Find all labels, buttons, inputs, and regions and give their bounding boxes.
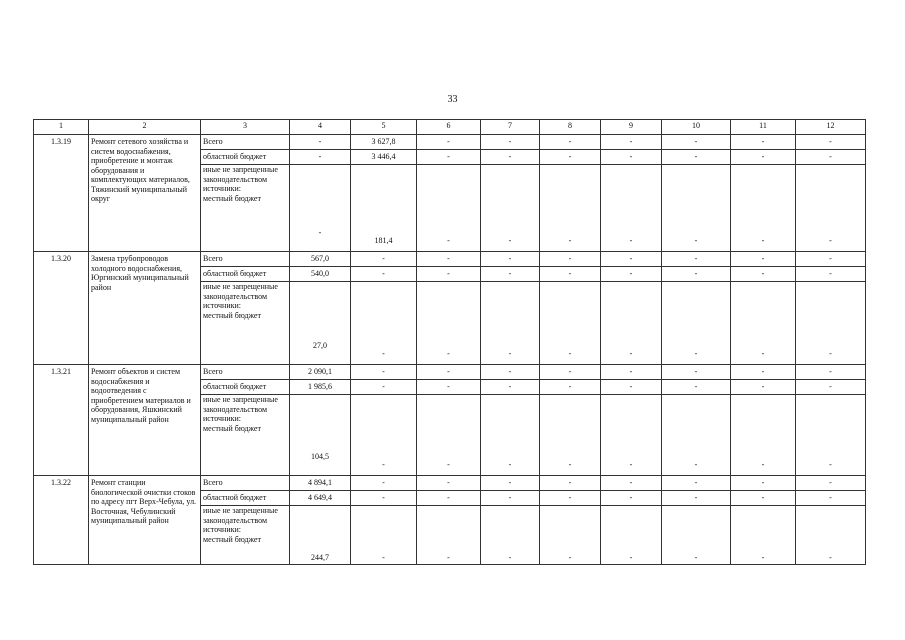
amount-cell: - bbox=[662, 491, 731, 506]
amount-cell: 3 446,4 bbox=[351, 150, 417, 165]
amount-cell: - bbox=[662, 135, 731, 150]
amount-cell: - bbox=[351, 365, 417, 380]
amount-cell: 181,4 bbox=[351, 165, 417, 252]
amount-cell: - bbox=[417, 395, 481, 476]
amount-cell: - bbox=[601, 491, 662, 506]
item-number: 1.3.19 bbox=[34, 135, 89, 252]
header-cell: 1 bbox=[34, 120, 89, 135]
item-name: Ремонт станции биологической очистки стоков по адресу пгт Верх-Чебула, ул. Восточная, Чебулинский муниципальный район bbox=[89, 476, 201, 565]
amount-cell: - bbox=[417, 150, 481, 165]
header-cell: 2 bbox=[89, 120, 201, 135]
amount-cell: - bbox=[481, 491, 540, 506]
amount-cell: - bbox=[540, 135, 601, 150]
amount-cell: - bbox=[540, 491, 601, 506]
amount-cell: - bbox=[290, 165, 351, 252]
amount-cell: - bbox=[601, 395, 662, 476]
funding-source: Всего bbox=[201, 476, 290, 491]
amount-cell: - bbox=[662, 380, 731, 395]
amount-cell: - bbox=[540, 476, 601, 491]
amount-cell: - bbox=[601, 506, 662, 565]
amount-cell: - bbox=[662, 395, 731, 476]
amount-cell: - bbox=[796, 135, 866, 150]
amount-cell: - bbox=[481, 365, 540, 380]
budget-table bbox=[33, 119, 866, 565]
header-cell: 12 bbox=[796, 120, 866, 135]
item-number: 1.3.20 bbox=[34, 252, 89, 365]
amount-cell: - bbox=[731, 476, 796, 491]
amount-cell: - bbox=[662, 476, 731, 491]
amount-cell: - bbox=[540, 395, 601, 476]
header-cell: 7 bbox=[481, 120, 540, 135]
item-name: Замена трубопроводов холодного водоснабжения, Юргинский муниципальный район bbox=[89, 252, 201, 365]
amount-cell: - bbox=[481, 506, 540, 565]
amount-cell: 2 090,1 bbox=[290, 365, 351, 380]
amount-cell: - bbox=[417, 365, 481, 380]
funding-source-other: иные не запрещенные законодательством источники: bbox=[203, 395, 278, 423]
amount-cell: - bbox=[481, 267, 540, 282]
amount-cell: - bbox=[540, 365, 601, 380]
amount-cell: - bbox=[601, 252, 662, 267]
amount-cell: - bbox=[731, 282, 796, 365]
amount-cell: - bbox=[796, 476, 866, 491]
item-number: 1.3.22 bbox=[34, 476, 89, 565]
funding-source bbox=[201, 395, 290, 476]
funding-source: областной бюджет bbox=[201, 150, 290, 165]
amount-cell: - bbox=[662, 150, 731, 165]
amount-cell: 4 649,4 bbox=[290, 491, 351, 506]
header-cell: 4 bbox=[290, 120, 351, 135]
table-row-total bbox=[34, 476, 866, 491]
amount-cell: 244,7 bbox=[290, 506, 351, 565]
funding-source-label: местный бюджет bbox=[203, 310, 261, 320]
header-cell: 9 bbox=[601, 120, 662, 135]
funding-source-label: местный бюджет bbox=[203, 534, 261, 544]
header-cell: 10 bbox=[662, 120, 731, 135]
amount-cell: - bbox=[417, 165, 481, 252]
amount-cell: - bbox=[731, 395, 796, 476]
funding-source-other: иные не запрещенные законодательством источники: bbox=[203, 165, 278, 193]
amount-cell: - bbox=[481, 476, 540, 491]
amount-cell: - bbox=[601, 267, 662, 282]
funding-source bbox=[201, 506, 290, 565]
amount-cell: - bbox=[481, 165, 540, 252]
amount-cell: - bbox=[796, 491, 866, 506]
amount-cell: - bbox=[417, 135, 481, 150]
amount-cell: - bbox=[417, 491, 481, 506]
amount-cell: - bbox=[481, 282, 540, 365]
table-row-total bbox=[34, 135, 866, 150]
funding-source-label: местный бюджет bbox=[203, 193, 261, 203]
header-cell: 6 bbox=[417, 120, 481, 135]
amount-cell: - bbox=[481, 252, 540, 267]
funding-source bbox=[201, 165, 290, 252]
amount-cell: - bbox=[796, 165, 866, 252]
amount-cell: - bbox=[351, 267, 417, 282]
funding-source: Всего bbox=[201, 252, 290, 267]
amount-cell: - bbox=[796, 395, 866, 476]
amount-cell: - bbox=[417, 267, 481, 282]
amount-cell: - bbox=[290, 150, 351, 165]
amount-cell: - bbox=[731, 252, 796, 267]
amount-cell: - bbox=[540, 506, 601, 565]
amount-cell: - bbox=[540, 380, 601, 395]
amount-cell: - bbox=[662, 252, 731, 267]
item-name: Ремонт сетевого хозяйства и систем водоснабжения, приобретение и монтаж оборудования и комплектующих материалов, Тяжинский муниципальный округ bbox=[89, 135, 201, 252]
amount-cell: 3 627,8 bbox=[351, 135, 417, 150]
amount-cell: 567,0 bbox=[290, 252, 351, 267]
amount-cell: - bbox=[351, 282, 417, 365]
amount-cell: - bbox=[601, 150, 662, 165]
header-cell: 8 bbox=[540, 120, 601, 135]
amount-cell: - bbox=[731, 506, 796, 565]
amount-cell: 1 985,6 bbox=[290, 380, 351, 395]
funding-source: областной бюджет bbox=[201, 267, 290, 282]
funding-source: Всего bbox=[201, 365, 290, 380]
amount-cell: - bbox=[796, 506, 866, 565]
amount-cell: 4 894,1 bbox=[290, 476, 351, 491]
page-number: 33 bbox=[447, 94, 458, 105]
amount-cell: - bbox=[481, 380, 540, 395]
amount-cell: - bbox=[540, 150, 601, 165]
amount-cell: - bbox=[662, 267, 731, 282]
funding-source: областной бюджет bbox=[201, 380, 290, 395]
amount-cell: - bbox=[481, 135, 540, 150]
amount-cell: - bbox=[601, 476, 662, 491]
amount-cell: - bbox=[796, 150, 866, 165]
funding-source-other: иные не запрещенные законодательством источники: bbox=[203, 506, 278, 534]
funding-source bbox=[201, 282, 290, 365]
amount-cell: - bbox=[601, 365, 662, 380]
amount-cell: - bbox=[290, 135, 351, 150]
amount-cell: - bbox=[351, 476, 417, 491]
amount-cell: - bbox=[796, 380, 866, 395]
amount-cell: - bbox=[731, 135, 796, 150]
amount-cell: - bbox=[731, 365, 796, 380]
amount-cell: - bbox=[796, 267, 866, 282]
amount-cell: - bbox=[481, 395, 540, 476]
amount-cell: - bbox=[731, 491, 796, 506]
funding-source-other: иные не запрещенные законодательством источники: bbox=[203, 282, 278, 310]
amount-cell: - bbox=[662, 506, 731, 565]
amount-cell: 540,0 bbox=[290, 267, 351, 282]
amount-cell: - bbox=[417, 282, 481, 365]
amount-cell: - bbox=[351, 506, 417, 565]
amount-cell: - bbox=[481, 150, 540, 165]
header-cell: 3 bbox=[201, 120, 290, 135]
amount-cell: - bbox=[601, 165, 662, 252]
amount-cell: 104,5 bbox=[290, 395, 351, 476]
amount-cell: - bbox=[796, 252, 866, 267]
amount-cell: - bbox=[417, 476, 481, 491]
amount-cell: - bbox=[351, 380, 417, 395]
header-cell: 11 bbox=[731, 120, 796, 135]
amount-cell: - bbox=[351, 491, 417, 506]
amount-cell: - bbox=[351, 395, 417, 476]
amount-cell: - bbox=[417, 252, 481, 267]
amount-cell: - bbox=[662, 282, 731, 365]
table-row-total bbox=[34, 252, 866, 267]
amount-cell: - bbox=[731, 267, 796, 282]
amount-cell: - bbox=[417, 506, 481, 565]
funding-source: Всего bbox=[201, 135, 290, 150]
item-number: 1.3.21 bbox=[34, 365, 89, 476]
amount-cell: - bbox=[662, 165, 731, 252]
amount-cell: - bbox=[417, 380, 481, 395]
amount-cell: - bbox=[731, 165, 796, 252]
item-name: Ремонт объектов и систем водоснабжения и водоотведения с приобретением материалов и оборудования, Яшкинский муниципальный район bbox=[89, 365, 201, 476]
amount-cell: - bbox=[731, 380, 796, 395]
amount-cell: - bbox=[601, 135, 662, 150]
amount-cell: - bbox=[540, 252, 601, 267]
funding-source-label: местный бюджет bbox=[203, 423, 261, 433]
header-row bbox=[34, 120, 866, 135]
amount-cell: - bbox=[662, 365, 731, 380]
amount-cell: - bbox=[796, 365, 866, 380]
amount-cell: - bbox=[601, 282, 662, 365]
table-row-total bbox=[34, 365, 866, 380]
amount-cell: - bbox=[540, 165, 601, 252]
header-cell: 5 bbox=[351, 120, 417, 135]
amount-cell: - bbox=[540, 267, 601, 282]
amount-cell: - bbox=[540, 282, 601, 365]
amount-cell: - bbox=[731, 150, 796, 165]
funding-source: областной бюджет bbox=[201, 491, 290, 506]
amount-cell: 27,0 bbox=[290, 282, 351, 365]
amount-cell: - bbox=[796, 282, 866, 365]
amount-cell: - bbox=[601, 380, 662, 395]
amount-cell: - bbox=[351, 252, 417, 267]
